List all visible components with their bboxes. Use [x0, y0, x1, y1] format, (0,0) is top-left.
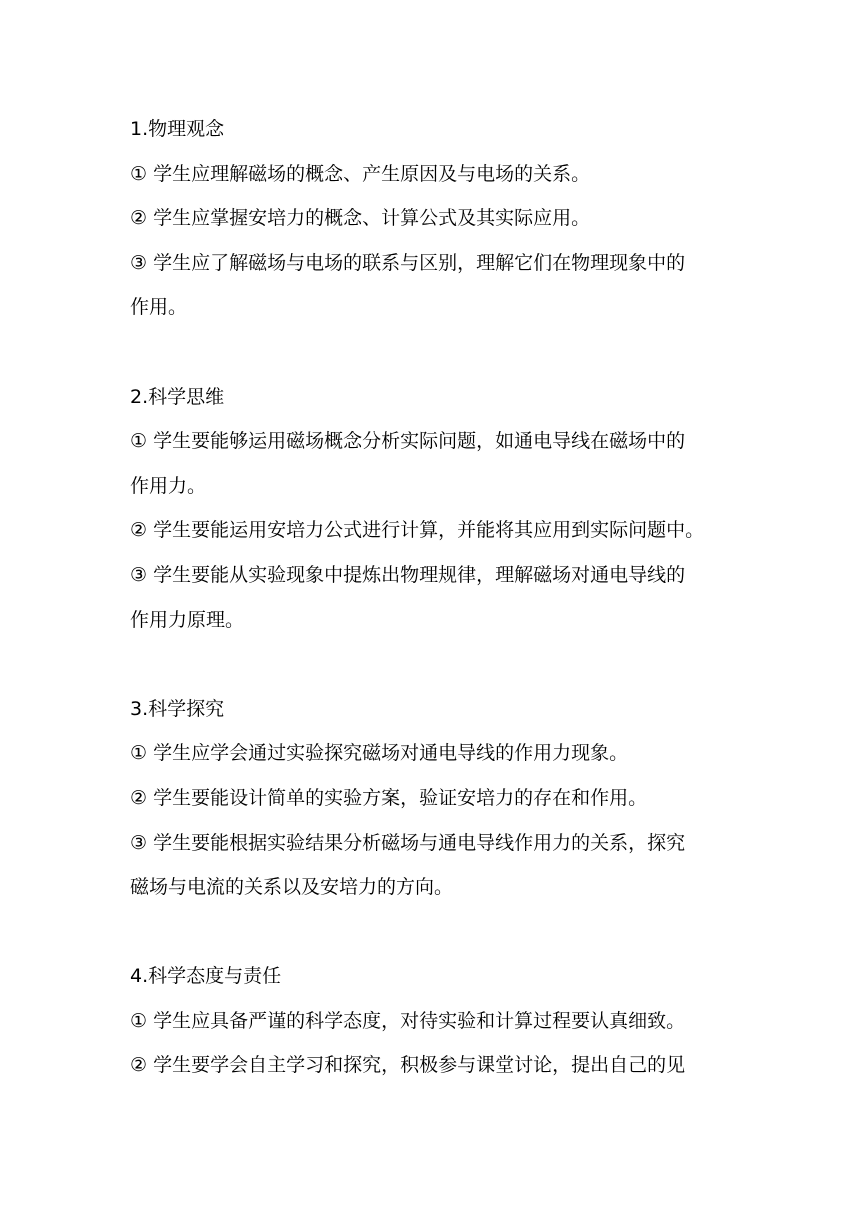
- text-line: 磁场与电流的关系以及安培力的方向。: [130, 876, 454, 899]
- text-line: ① 学生应学会通过实验探究磁场对通电导线的作用力现象。: [130, 742, 629, 765]
- section-spacer: [130, 910, 734, 955]
- section-scientific-thinking: [130, 375, 734, 643]
- section-spacer: [130, 330, 734, 375]
- text-line: ③ 学生要能根据实验结果分析磁场与通电导线作用力的关系，探究: [130, 831, 686, 854]
- text-line: ① 学生要能够运用磁场概念分析实际问题，如通电导线在磁场中的: [130, 430, 686, 453]
- section-physics-concept: [130, 107, 734, 330]
- section-spacer: [130, 642, 734, 687]
- section-heading: 1.物理观念: [130, 118, 225, 140]
- text-line: ③ 学生要能从实验现象中提炼出物理规律，理解磁场对通电导线的: [130, 563, 686, 586]
- section-heading: 4.科学态度与责任: [130, 965, 282, 988]
- text-line: ② 学生要学会自主学习和探究，积极参与课堂讨论，提出自己的见: [130, 1054, 686, 1077]
- section-scientific-inquiry: [130, 687, 734, 910]
- text-line: 作用力原理。: [130, 608, 245, 631]
- text-line: ① 学生应具备严谨的科学态度，对待实验和计算过程要认真细致。: [130, 1009, 686, 1032]
- text-line: 作用。: [130, 296, 188, 319]
- document-page: [130, 107, 734, 1088]
- section-heading: 2.科学思维: [130, 385, 225, 408]
- section-attitude-responsibility: [130, 954, 734, 1088]
- text-line: 作用力。: [130, 474, 207, 497]
- text-line: ① 学生应理解磁场的概念、产生原因及与电场的关系。: [130, 162, 591, 185]
- text-line: ③ 学生应了解磁场与电场的联系与区别，理解它们在物理现象中的: [130, 251, 686, 274]
- text-line: ② 学生应掌握安培力的概念、计算公式及其实际应用。: [130, 207, 591, 230]
- text-line: ② 学生要能运用安培力公式进行计算，并能将其应用到实际问题中。: [130, 519, 705, 542]
- section-heading: 3.科学探究: [130, 697, 225, 720]
- text-line: ② 学生要能设计简单的实验方案，验证安培力的存在和作用。: [130, 786, 648, 809]
